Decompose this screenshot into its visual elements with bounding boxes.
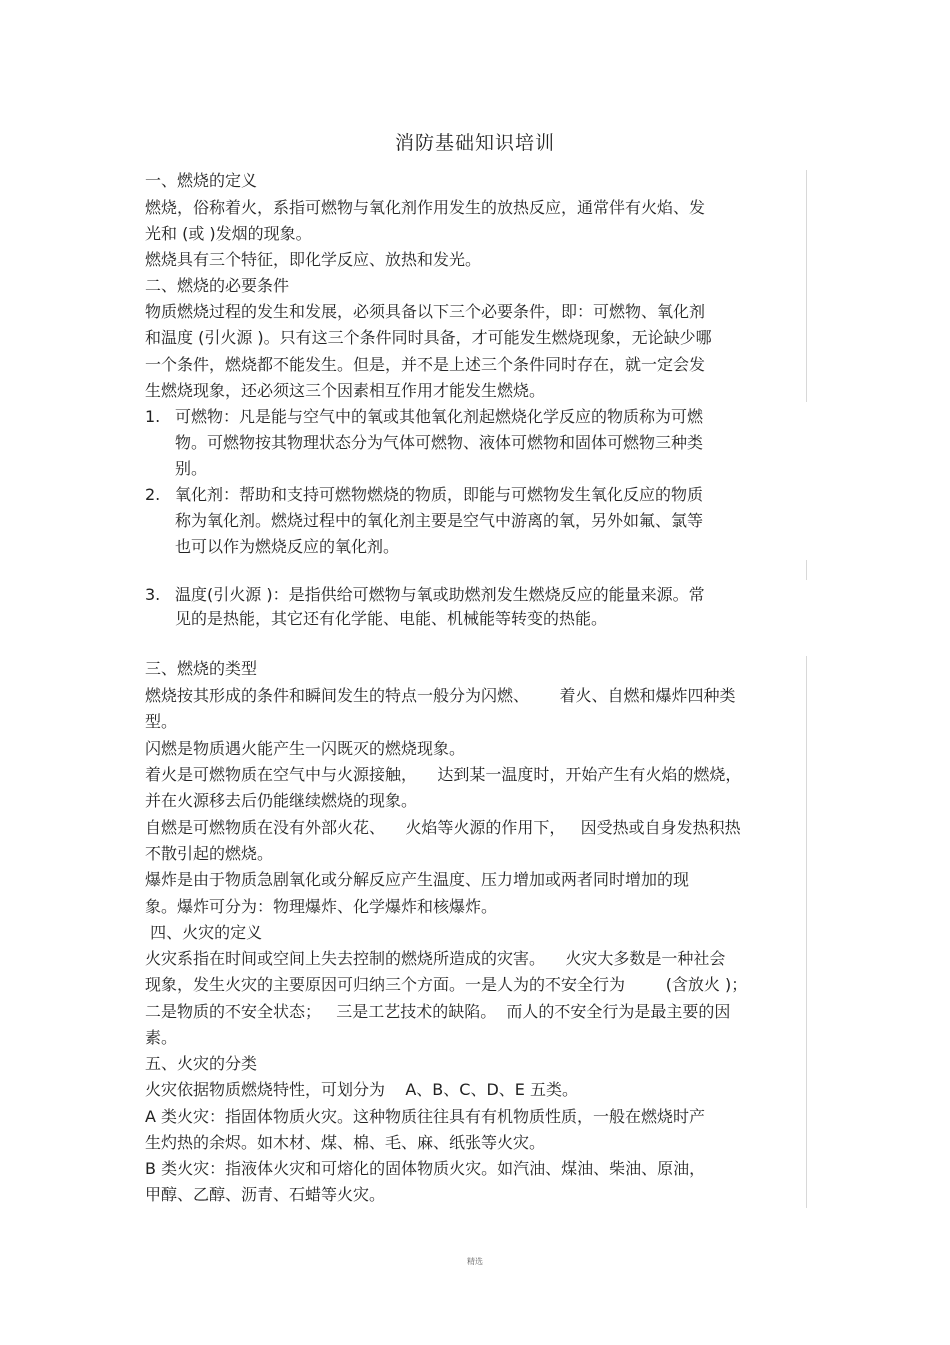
list-item-line: 氧化剂：帮助和支持可燃物燃烧的物质，即能与可燃物发生氧化反应的物质	[175, 485, 704, 504]
margin-rule	[806, 560, 807, 580]
paragraph-line: 现象，发生火灾的主要原因可归纳三个方面。一是人为的不安全行为 (含放火 )；	[145, 975, 748, 994]
list-number: 1.	[145, 407, 161, 426]
list-item-line: 温度(引火源 )：是指供给可燃物与氧或助燃剂发生燃烧反应的能量来源。常	[175, 585, 705, 604]
paragraph-line: B 类火灾：指液体火灾和可熔化的固体物质火灾。如汽油、煤油、柴油、原油，	[145, 1159, 706, 1178]
paragraph-line: 自燃是可燃物质在没有外部火花、 火焰等火源的作用下， 因受热或自身发热积热	[145, 818, 741, 837]
paragraph-line: 二是物质的不安全状态； 三是工艺技术的缺陷。 而人的不安全行为是最主要的因	[145, 1002, 731, 1021]
paragraph-line: 燃烧按其形成的条件和瞬间发生的特点一般分为闪燃、 着火、自燃和爆炸四种类	[145, 686, 736, 705]
list-item-line: 称为氧化剂。燃烧过程中的氧化剂主要是空气中游离的氧，另外如氟、氯等	[175, 511, 704, 530]
heading-section-2: 二、燃烧的必要条件	[145, 276, 290, 295]
paragraph-line: 甲醇、乙醇、沥青、石蜡等火灾。	[145, 1185, 386, 1204]
paragraph-line: 着火是可燃物质在空气中与火源接触， 达到某一温度时，开始产生有火焰的燃烧，	[145, 765, 742, 784]
paragraph-line: 象。爆炸可分为：物理爆炸、化学爆炸和核爆炸。	[145, 897, 498, 916]
paragraph-line: 一个条件，燃烧都不能发生。但是，并不是上述三个条件同时存在，就一定会发	[145, 355, 706, 374]
heading-section-3: 三、燃烧的类型	[145, 659, 258, 678]
paragraph-line: A 类火灾：指固体物质火灾。这种物质往往具有有机物质性质，一般在燃烧时产	[145, 1107, 706, 1126]
margin-rule	[806, 656, 807, 1208]
margin-rule	[806, 170, 807, 402]
paragraph-line: 物质燃烧过程的发生和发展，必须具备以下三个必要条件，即：可燃物、氧化剂	[145, 302, 706, 321]
paragraph-line: 爆炸是由于物质急剧氧化或分解反应产生温度、压力增加或两者同时增加的现	[145, 870, 690, 889]
paragraph-line: 并在火源移去后仍能继续燃烧的现象。	[145, 791, 418, 810]
heading-section-4: 四、火灾的定义	[145, 923, 263, 942]
page-title: 消防基础知识培训	[394, 132, 555, 154]
heading-section-1: 一、燃烧的定义	[145, 171, 258, 190]
list-item-line: 别。	[175, 459, 208, 478]
list-item-line: 也可以作为燃烧反应的氧化剂。	[175, 537, 400, 556]
paragraph-line: 型。	[145, 712, 178, 731]
list-item-line: 见的是热能，其它还有化学能、电能、机械能等转变的热能。	[175, 609, 608, 628]
page-footer: 精选	[467, 1257, 483, 1266]
list-item-line: 可燃物：凡是能与空气中的氧或其他氧化剂起燃烧化学反应的物质称为可燃	[175, 407, 704, 426]
paragraph-line: 闪燃是物质遇火能产生一闪既灭的燃烧现象。	[145, 739, 466, 758]
paragraph-line: 素。	[145, 1028, 178, 1047]
paragraph-line: 火灾系指在时间或空间上失去控制的燃烧所造成的灾害。 火灾大多数是一种社会	[145, 949, 726, 968]
list-item-line: 物。可燃物按其物理状态分为气体可燃物、液体可燃物和固体可燃物三种类	[175, 433, 704, 452]
list-number: 2.	[145, 485, 161, 504]
paragraph-line: 和温度 (引火源 )。只有这三个条件同时具备，才可能发生燃烧现象，无论缺少哪	[145, 328, 712, 347]
paragraph-line: 燃烧，俗称着火，系指可燃物与氧化剂作用发生的放热反应，通常伴有火焰、发	[145, 198, 706, 217]
paragraph-line: 生燃烧现象，还必须这三个因素相互作用才能发生燃烧。	[145, 381, 546, 400]
paragraph-line: 燃烧具有三个特征，即化学反应、放热和发光。	[145, 250, 482, 269]
heading-section-5: 五、火灾的分类	[145, 1054, 258, 1073]
paragraph-line: 不散引起的燃烧。	[145, 844, 274, 863]
paragraph-line: 火灾依据物质燃烧特性，可划分为 A、B、C、D、E 五类。	[145, 1080, 578, 1099]
paragraph-line: 光和 (或 )发烟的现象。	[145, 224, 312, 243]
list-number: 3.	[145, 585, 161, 604]
paragraph-line: 生灼热的余烬。如木材、煤、棉、毛、麻、纸张等火灾。	[145, 1133, 546, 1152]
